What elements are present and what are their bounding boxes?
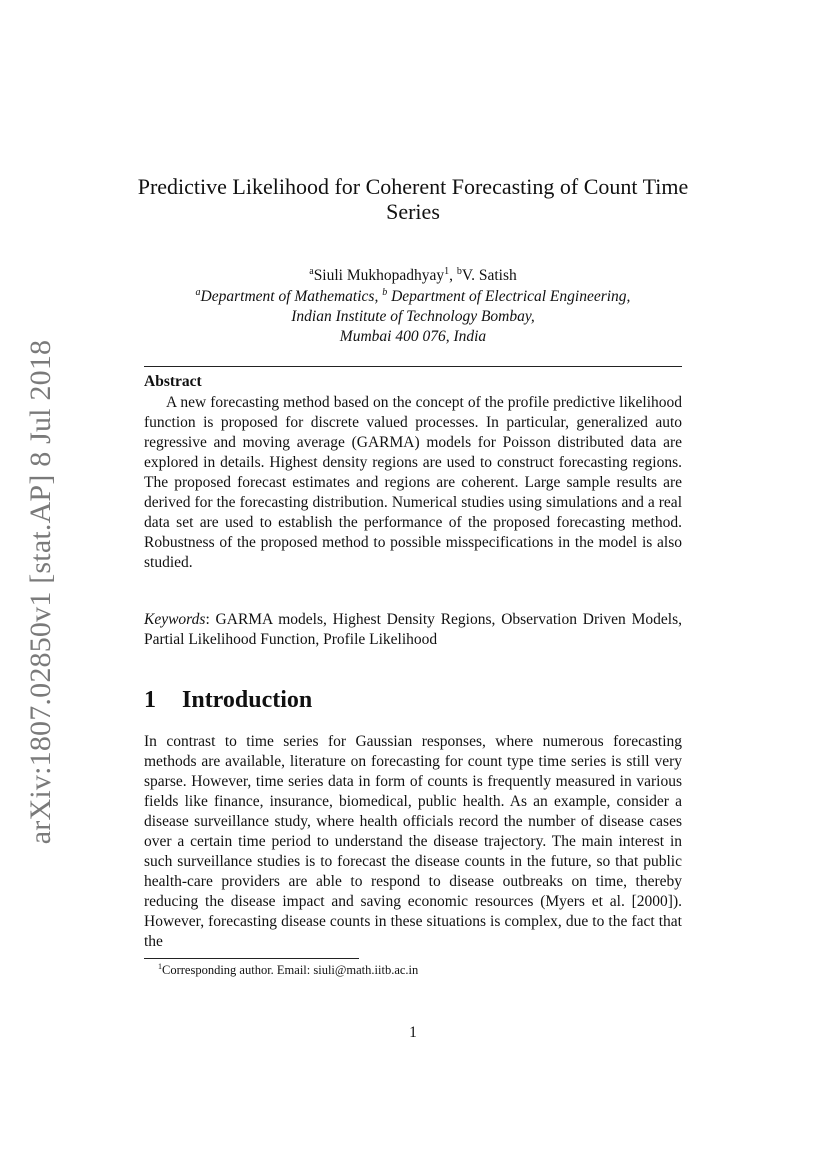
footnote-text: Corresponding author. Email: siuli@math.iitb.ac.in: [162, 963, 419, 977]
author1-affiliation-mark: a: [309, 265, 314, 277]
affiliation-departments: [120, 287, 706, 307]
section-title: Introduction: [182, 687, 313, 713]
keywords-paragraph: [144, 610, 682, 650]
dept-b-name: Department of Electrical Engineering,: [387, 288, 631, 305]
page-number: 1: [409, 1024, 417, 1041]
author1-name: Siuli Mukhopadhyay: [313, 267, 445, 284]
keywords-label: Keywords: [144, 611, 206, 628]
author2-affiliation-mark: b: [456, 265, 462, 277]
footnote-mark: 1: [158, 961, 162, 971]
dept-a-name: Department of Mathematics,: [200, 288, 383, 305]
affiliation-institute: Indian Institute of Technology Bombay,: [291, 308, 535, 325]
introduction-paragraph: In contrast to time series for Gaussian responses, where numerous forecasting methods are available, literature on forecasting for count type time series is still very sparse. However, time series data in form of counts is frequently measured in various fields like finance, insurance, biomedical, public health. As an example, consider a disease surveillance study, where health officials record the number of disease cases over a certain time period to understand the disease trajectory. The main interest in such surveillance studies is to forecast the disease counts in the future, so that public health-care providers are able to respond to disease outbreaks on time, thereby reducing the disease impact and saving economic resources (Myers et al. [2000]). However, forecasting disease counts in these situations is complex, due to the fact that the: [144, 733, 682, 950]
abstract-top-rule: [144, 366, 682, 367]
abstract-heading: Abstract: [144, 373, 202, 390]
footnote: [144, 962, 682, 978]
affiliation-block: [120, 287, 706, 347]
arxiv-identifier-stamp: [19, 339, 63, 845]
arxiv-identifier-text: arXiv:1807.02850v1 [stat.AP] 8 Jul 2018: [24, 339, 58, 845]
author1-footnote-mark: 1: [444, 265, 450, 277]
section-heading-introduction: [144, 685, 312, 715]
abstract-text: A new forecasting method based on the concept of the profile predictive likelihood function is proposed for discrete valued processes. In particular, generalized auto regressive and moving average (GARMA) models for Poisson distributed data are explored in details. Highest density regions are used to construct forecasting regions. The proposed forecast estimates and regions are coherent. Large sample results are derived for the forecasting distribution. Numerical studies using simulations and a real data set are used to establish the performance of the proposed forecasting method. Robustness of the proposed method to possible misspecifications in the model is also studied.: [144, 394, 682, 571]
author-line: [120, 266, 706, 286]
footnote-rule: [144, 958, 359, 959]
section-number: 1: [144, 687, 156, 713]
affiliation-city: Mumbai 400 076, India: [339, 328, 487, 345]
author-separator: ,: [449, 267, 457, 284]
dept-a-mark: a: [195, 286, 201, 298]
paper-title: Predictive Likelihood for Coherent Forecasting of Count Time Series: [137, 174, 689, 224]
keywords-text: : GARMA models, Highest Density Regions, Observation Driven Models, Partial Likelihood Function, Profile Likelihood: [144, 611, 682, 648]
dept-b-mark: b: [382, 286, 388, 298]
author2-name: V. Satish: [461, 267, 517, 284]
